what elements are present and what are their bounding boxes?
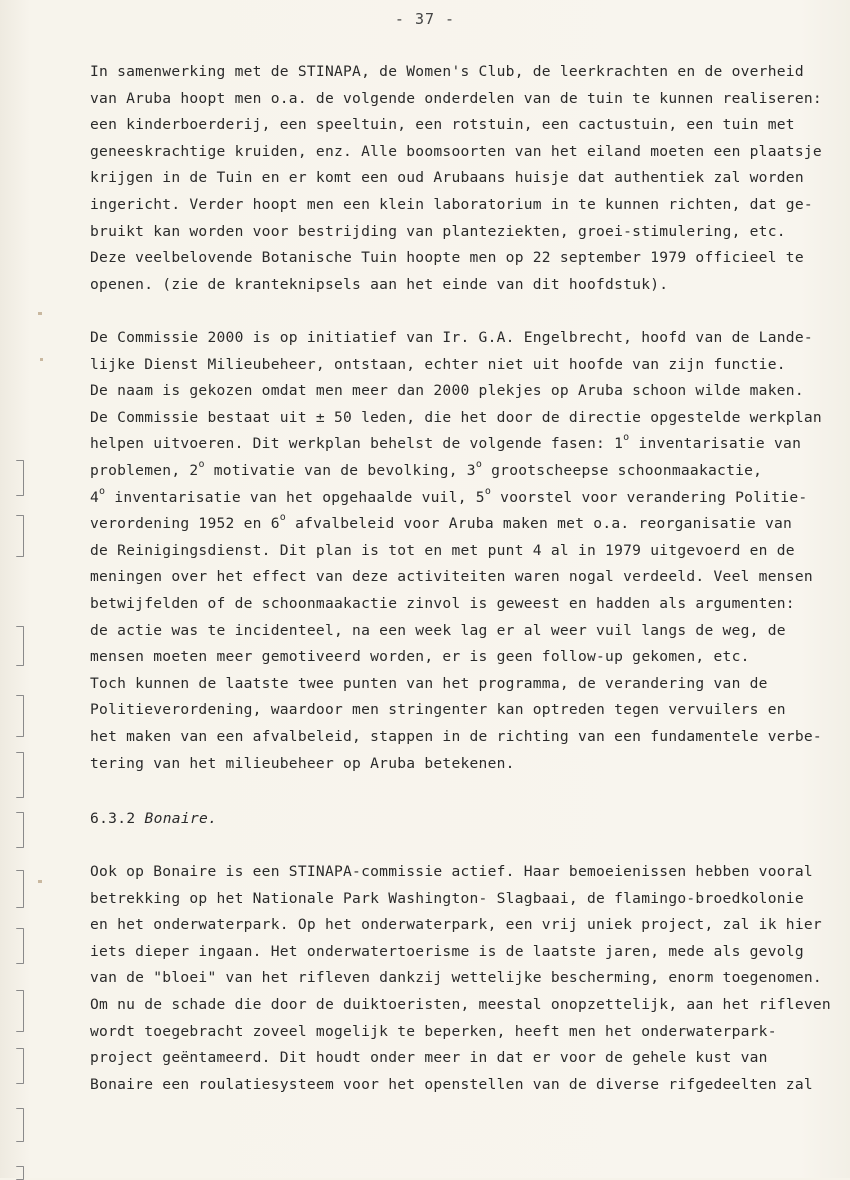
text-line: krijgen in de Tuin en er komt een oud Arubaans huisje dat authentiek zal worden <box>90 169 804 187</box>
text-line: en het onderwaterpark. Op het onderwaterpark, een vrij uniek project, zal ik hier <box>90 916 822 934</box>
text-line: de Reinigingsdienst. Dit plan is tot en met punt 4 al in 1979 uitgevoerd en de <box>90 541 795 559</box>
page-number: - 37 - <box>394 10 456 28</box>
text-line: Toch kunnen de laatste twee punten van het programma, de verandering van de <box>90 674 768 692</box>
text-line: project geëntameerd. Dit houdt onder meer in dat er voor de gehele kust van <box>90 1049 768 1067</box>
text-line: In samenwerking met de STINAPA, de Women's Club, de leerkrachten en de overheid <box>90 63 804 80</box>
text-segment: voorstel voor verandering Politie- <box>491 488 808 506</box>
paper-speck <box>38 880 42 883</box>
text-segment: inventarisatie van <box>629 435 802 453</box>
text-line: van Aruba hoopt men o.a. de volgende onderdelen van de tuin te kunnen realiseren: <box>90 89 822 107</box>
text-segment: verordening 1952 en 6 <box>90 515 280 533</box>
text-line <box>90 458 825 485</box>
text-line: lijke Dienst Milieubeheer, ontstaan, echter niet uit hoofde van zijn functie. <box>90 355 786 373</box>
text-line: Politieverordening, waardoor men stringenter kan optreden tegen vervuilers en <box>90 701 786 719</box>
degree-mark: o <box>198 458 205 470</box>
text-line: Om nu de schade die door de duiktoeristen, meestal onopzettelijk, aan het rifleven <box>90 995 831 1013</box>
text-line: mensen moeten meer gemotiveerd worden, er is geen follow-up gekomen, etc. <box>90 648 750 666</box>
paragraph-commissie-2000 <box>90 325 825 777</box>
text-line: bruikt kan worden voor bestrijding van planteziekten, groei-stimulering, etc. <box>90 222 786 240</box>
binder-mark <box>16 460 24 496</box>
binder-mark <box>16 990 24 1032</box>
binder-mark <box>16 1108 24 1142</box>
text-line: iets dieper ingaan. Het onderwatertoerisme is de laatste jaren, mede als gevolg <box>90 942 804 960</box>
paragraph-botanical-garden <box>90 59 825 298</box>
text-line: De Commissie bestaat uit ± 50 leden, die het door de directie opgestelde werkplan <box>90 408 822 426</box>
text-segment: helpen uitvoeren. Dit werkplan behelst de volgende fasen: 1 <box>90 435 624 453</box>
binder-mark <box>16 752 24 798</box>
binder-mark <box>16 695 24 737</box>
text-line <box>90 485 825 512</box>
paper-speck <box>40 358 43 361</box>
binder-mark <box>16 1048 24 1084</box>
text-segment: grootscheepse schoonmaakactie, <box>482 461 763 479</box>
text-line: De Commissie 2000 is op initiatief van Ir. G.A. Engelbrecht, hoofd van de Lande- <box>90 329 813 346</box>
text-line: het maken van een afvalbeleid, stappen in de richting van een fundamentele verbe- <box>90 727 822 745</box>
paragraph-bonaire <box>90 859 831 1098</box>
degree-mark: o <box>484 485 492 497</box>
degree-mark: o <box>99 485 106 497</box>
text-line: tering van het milieubeheer op Aruba betekenen. <box>90 754 515 772</box>
text-line <box>90 511 825 538</box>
section-title: Bonaire. <box>144 810 218 827</box>
binder-mark <box>16 928 24 964</box>
section-number: 6.3.2 <box>90 810 136 827</box>
text-line: Ook op Bonaire is een STINAPA-commissie actief. Haar bemoeienissen hebben vooral <box>90 863 813 880</box>
text-line: betrekking op het Nationale Park Washington- Slagbaai, de flamingo-broedkolonie <box>90 889 804 907</box>
paper-speck <box>38 312 42 315</box>
text-line: openen. (zie de kranteknipsels aan het einde van dit hoofdstuk). <box>90 275 669 293</box>
text-line: betwijfelden of de schoonmaakactie zinvol is geweest en hadden als argumenten: <box>90 594 795 612</box>
text-line: de actie was te incidenteel, na een week lag er al weer vuil langs de weg, de <box>90 621 786 639</box>
text-line: ingericht. Verder hoopt men een klein laboratorium in te kunnen richten, dat ge- <box>90 195 813 213</box>
degree-mark: o <box>475 458 483 470</box>
text-segment: afvalbeleid voor Aruba maken met o.a. reorganisatie van <box>286 515 793 533</box>
text-line: De naam is gekozen omdat men meer dan 2000 plekjes op Aruba schoon wilde maken. <box>90 382 804 400</box>
binder-mark <box>16 515 24 557</box>
text-line: meningen over het effect van deze activiteiten waren nogal verdeeld. Veel mensen <box>90 568 813 586</box>
text-line: geneeskrachtige kruiden, enz. Alle boomsoorten van het eiland moeten een plaatsje <box>90 142 822 160</box>
text-line: wordt toegebracht zoveel mogelijk te beperken, heeft men het onderwaterpark- <box>90 1022 777 1040</box>
binder-mark <box>16 812 24 848</box>
text-line <box>90 431 825 458</box>
binder-mark <box>16 626 24 666</box>
text-line: Deze veelbelovende Botanische Tuin hoopte men op 22 september 1979 officieel te <box>90 249 804 267</box>
section-heading <box>90 806 217 832</box>
text-segment: problemen, 2 <box>90 461 199 479</box>
text-line: van de "bloei" van het rifleven dankzij wettelijke bescherming, enorm toegenomen. <box>90 969 822 987</box>
paragraph-continuation <box>90 538 825 777</box>
text-segment: motivatie van de bevolking, 3 <box>204 461 476 479</box>
text-segment: inventarisatie van het opgehaalde vuil, 5 <box>105 488 485 506</box>
binder-mark <box>16 870 24 908</box>
text-line: Bonaire een roulatiesysteem voor het openstellen van de diverse rifgedeelten zal <box>90 1075 813 1093</box>
text-segment: 4 <box>90 488 100 506</box>
text-line: een kinderboerderij, een speeltuin, een rotstuin, een cactustuin, een tuin met <box>90 116 795 134</box>
degree-mark: o <box>279 512 287 524</box>
degree-mark: o <box>623 432 630 444</box>
